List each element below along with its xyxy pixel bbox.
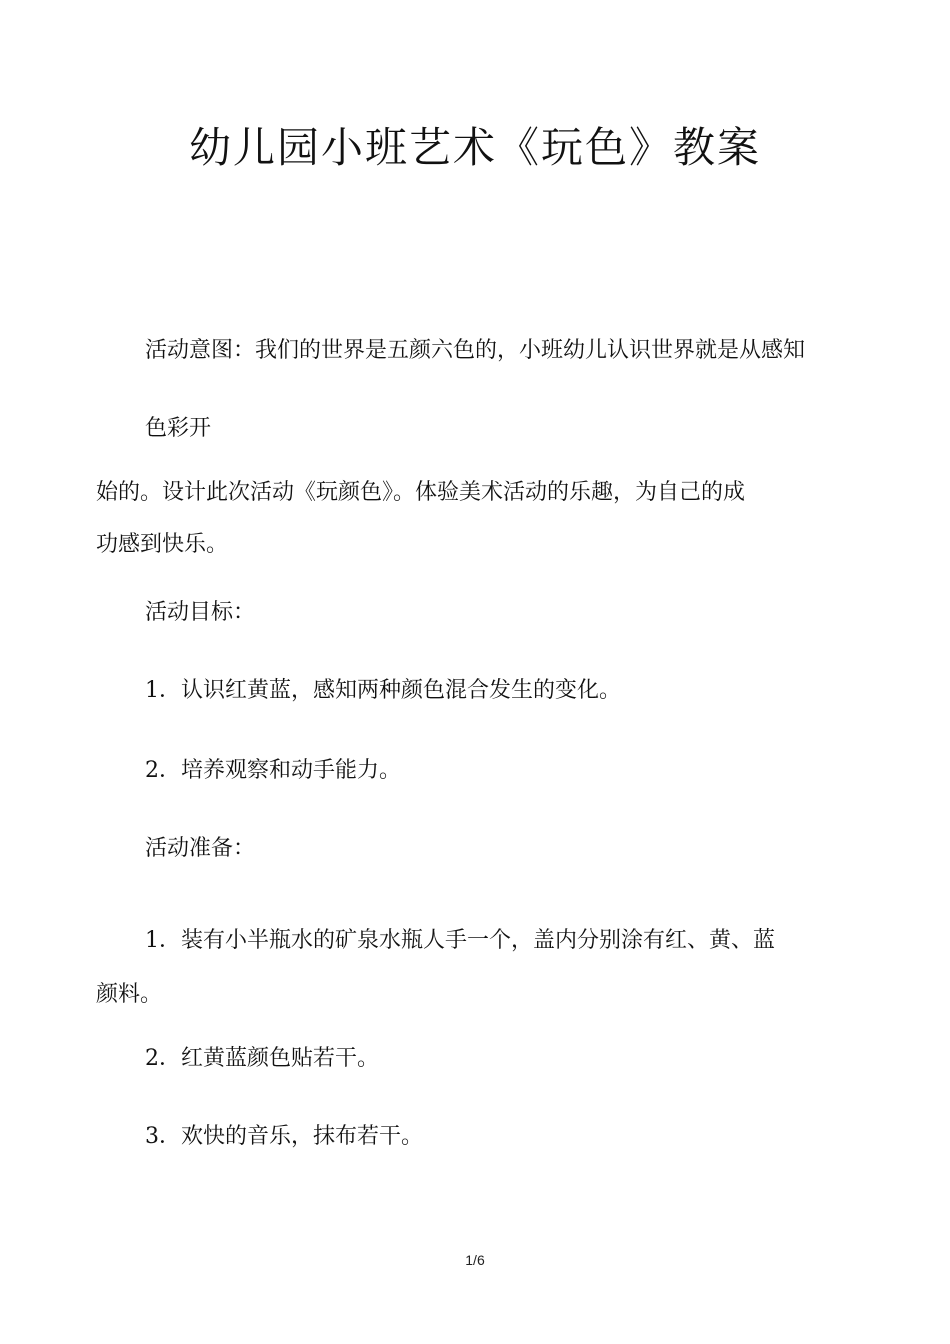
objective-item-1: 1．认识红黄蓝，感知两种颜色混合发生的变化。 (145, 678, 621, 703)
paragraph-intent-line-3: 始的。设计此次活动《玩颜色》。体验美术活动的乐趣，为自己的成 (96, 480, 746, 505)
heading-preparation: 活动准备： (145, 836, 256, 861)
paragraph-intent-line-2: 色彩开 (145, 416, 212, 441)
document-title: 幼儿园小班艺术《玩色》教案 (188, 123, 761, 172)
preparation-item-1-continued: 颜料。 (96, 982, 163, 1007)
preparation-item-2: 2．红黄蓝颜色贴若干。 (145, 1046, 379, 1071)
preparation-item-1: 1．装有小半瓶水的矿泉水瓶人手一个，盖内分别涂有红、黄、蓝 (145, 928, 775, 953)
paragraph-intent-line-1: 活动意图：我们的世界是五颜六色的，小班幼儿认识世界就是从感知 (145, 338, 806, 363)
paragraph-intent-line-4: 功感到快乐。 (96, 532, 229, 557)
objective-item-2: 2．培养观察和动手能力。 (145, 758, 401, 783)
preparation-item-3: 3．欢快的音乐，抹布若干。 (145, 1124, 423, 1149)
page-number: 1/6 (465, 1252, 485, 1268)
heading-objectives: 活动目标： (145, 600, 256, 625)
